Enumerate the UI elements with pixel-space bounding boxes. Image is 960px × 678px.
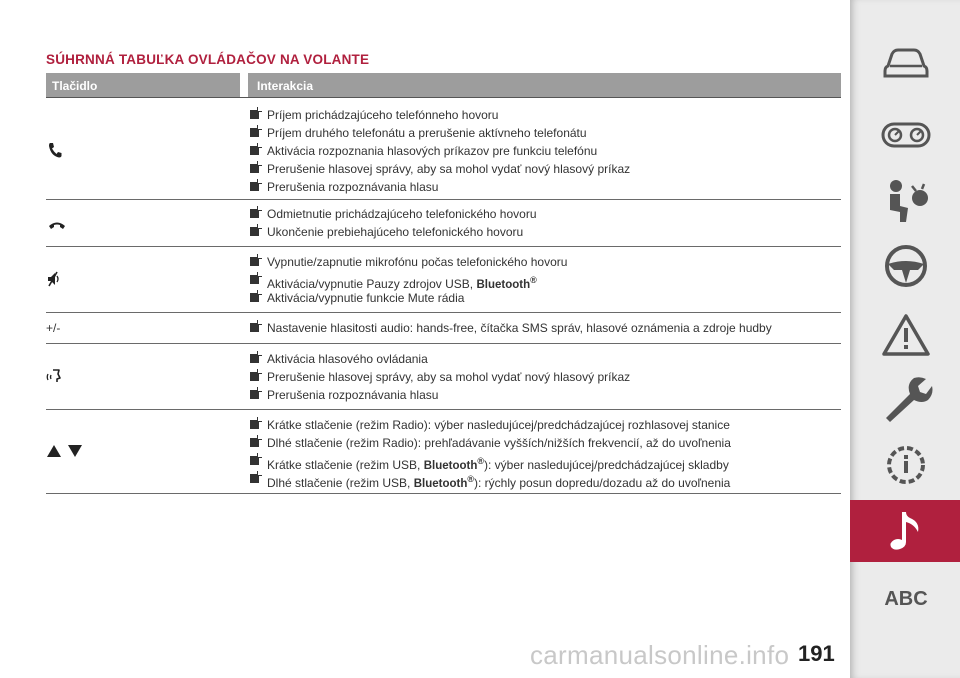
info-gear-icon[interactable] — [878, 440, 934, 496]
list-item: Dlhé stlačenie (režim USB, Bluetooth®): rýchly posun dopredu/dozadu až do uvoľnenia — [250, 470, 731, 488]
phone-answer-icon — [48, 142, 62, 161]
music-note-icon — [888, 510, 924, 557]
dashboard-icon[interactable] — [878, 115, 934, 171]
list-item: Ukončenie prebiehajúceho telefonického hovoru — [250, 223, 537, 241]
phone-hangup-icon — [48, 219, 66, 233]
column-header-button: Tlačidlo — [52, 79, 98, 93]
watermark: carmanualsonline.info — [530, 640, 790, 670]
list-item: Odmietnutie prichádzajúceho telefonického hovoru — [250, 205, 537, 223]
table-row — [46, 200, 841, 247]
active-chapter-tab[interactable] — [850, 500, 960, 562]
airbag-icon[interactable] — [878, 178, 934, 234]
list-item: Prerušenia rozpoznávania hlasu — [250, 386, 630, 404]
page-number: 191 — [798, 641, 835, 666]
car-icon[interactable] — [878, 42, 934, 98]
voice-command-icon — [46, 368, 64, 387]
volume-button-label: +/- — [46, 321, 61, 335]
list-item: Príjem prichádzajúceho telefónneho hovoru — [250, 106, 630, 124]
list-item: Aktivácia/vypnutie Pauzy zdrojov USB, Bluetooth® — [250, 271, 567, 289]
list-item: Krátke stlačenie (režim Radio): výber nasledujúcej/predchádzajúcej rozhlasovej stanice — [250, 416, 731, 434]
list-item: Príjem druhého telefonátu a prerušenie aktívneho telefonátu — [250, 124, 630, 142]
list-item: Aktivácia rozpoznania hlasových príkazov pre funkciu telefónu — [250, 142, 630, 160]
table-row — [46, 344, 841, 410]
list-item: Prerušenie hlasovej správy, aby sa mohol vydať nový hlasový príkaz — [250, 160, 630, 178]
list-item: Vypnutie/zapnutie mikrofónu počas telefonického hovoru — [250, 253, 567, 271]
list-item: Aktivácia/vypnutie funkcie Mute rádia — [250, 289, 567, 307]
list-item: Prerušenie hlasovej správy, aby sa mohol vydať nový hlasový príkaz — [250, 368, 630, 386]
up-down-arrows-icon — [46, 444, 84, 461]
table-header — [46, 73, 841, 97]
wrench-icon[interactable] — [878, 374, 934, 430]
list-item: Aktivácia hlasového ovládania — [250, 350, 630, 368]
warning-icon[interactable] — [878, 312, 934, 368]
table-row — [46, 247, 841, 313]
page-title: SÚHRNNÁ TABUĽKA OVLÁDAČOV NA VOLANTE — [46, 52, 370, 67]
column-header-interaction: Interakcia — [257, 79, 314, 93]
chapter-sidebar — [850, 0, 960, 678]
steering-wheel-icon[interactable] — [878, 240, 934, 296]
list-item: Krátke stlačenie (režim USB, Bluetooth®): výber nasledujúcej/predchádzajúcej skladby — [250, 452, 731, 470]
list-item: Dlhé stlačenie (režim Radio): prehľadávanie vyšších/nižších frekvencií, až do uvoľnenia — [250, 434, 731, 452]
abc-index-link[interactable]: ABC — [884, 588, 928, 610]
table-row — [46, 104, 841, 200]
mute-icon — [46, 271, 62, 290]
list-item: Nastavenie hlasitosti audio: hands-free, čítačka SMS správ, hlasové oznámenia a zdroje hudby — [250, 319, 772, 337]
list-item: Prerušenia rozpoznávania hlasu — [250, 178, 630, 196]
table-row — [46, 410, 841, 494]
table-row — [46, 313, 841, 344]
